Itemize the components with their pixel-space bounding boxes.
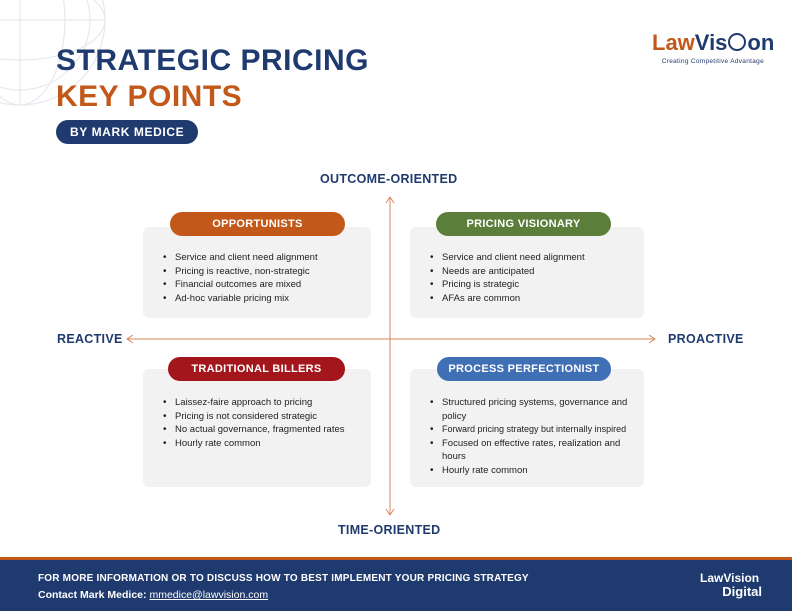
lawvision-digital-logo <box>700 572 762 599</box>
quadrant-process-perfectionist <box>410 369 644 487</box>
logo-wordmark: LawVis on <box>652 30 775 55</box>
quadrant-title-traditional-billers: TRADITIONAL BILLERS <box>168 357 345 381</box>
footer-banner <box>0 557 792 611</box>
list-item: • Forward pricing strategy but internally inspired <box>430 423 638 437</box>
list-item: • Hourly rate common <box>163 437 363 451</box>
list-item: • Needs are anticipated <box>430 265 636 279</box>
page-subtitle: KEY POINTS <box>56 80 243 113</box>
list-item: • Pricing is strategic <box>430 278 636 292</box>
process-perfectionist-list <box>430 396 638 477</box>
axis-label-bottom: TIME-ORIENTED <box>338 523 441 537</box>
quadrant-title-pricing-visionary: PRICING VISIONARY <box>436 212 611 236</box>
footer-cta: FOR MORE INFORMATION OR TO DISCUSS HOW TO BEST IMPLEMENT YOUR PRICING STRATEGY <box>38 573 529 584</box>
logo-tagline: Creating Competitive Advantage <box>661 58 764 65</box>
list-item: • Ad-hoc variable pricing mix <box>163 292 363 306</box>
email-link[interactable]: mmedice@lawvision.com <box>149 589 269 601</box>
list-item: • Laissez-faire approach to pricing <box>163 396 363 410</box>
list-item: • Hourly rate common <box>430 464 638 478</box>
list-item: • Structured pricing systems, governance and policy <box>430 396 638 423</box>
traditional-billers-list <box>163 396 363 450</box>
axis-label-left: REACTIVE <box>57 332 123 346</box>
pricing-visionary-list <box>430 251 636 305</box>
author-badge: BY MARK MEDICE <box>56 120 198 144</box>
list-item: • Focused on effective rates, realization and hours <box>430 437 638 464</box>
list-item: • Pricing is reactive, non-strategic <box>163 265 363 279</box>
quadrant-pricing-visionary <box>410 227 644 318</box>
list-item: • AFAs are common <box>430 292 636 306</box>
page-title: STRATEGIC PRICING <box>56 44 369 77</box>
list-item: • Service and client need alignment <box>163 251 363 265</box>
axis-label-top: OUTCOME-ORIENTED <box>320 172 458 186</box>
footer-logo-top: LawVision <box>700 571 760 585</box>
list-item: • No actual governance, fragmented rates <box>163 423 363 437</box>
quadrant-title-opportunists: OPPORTUNISTS <box>170 212 345 236</box>
list-item: • Service and client need alignment <box>430 251 636 265</box>
footer-logo-bottom: Digital <box>722 584 762 599</box>
quadrant-traditional-billers <box>143 369 371 487</box>
contact-label: Contact Mark Medice: <box>38 589 147 601</box>
list-item: • Financial outcomes are mixed <box>163 278 363 292</box>
footer-contact <box>38 589 268 601</box>
quadrant-opportunists <box>143 227 371 318</box>
quadrant-title-process-perfectionist: PROCESS PERFECTIONIST <box>437 357 611 381</box>
opportunists-list <box>163 251 363 305</box>
axis-label-right: PROACTIVE <box>668 332 744 346</box>
list-item: • Pricing is not considered strategic <box>163 410 363 424</box>
